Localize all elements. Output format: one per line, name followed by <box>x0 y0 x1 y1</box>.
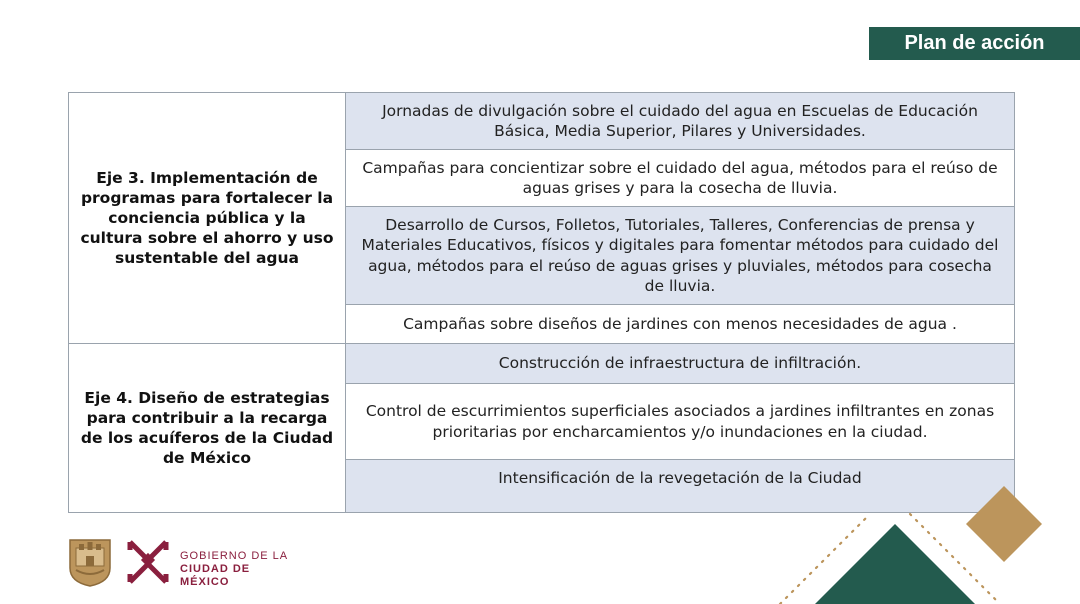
gold-square-decoration <box>966 486 1042 562</box>
axis-3-action-3: Desarrollo de Cursos, Folletos, Tutoriales, Talleres, Conferencias de prensa y Materiales Educativos, físicos y digitales para fomentar métodos para cuidado del agua, métodos para el reúso de aguas grises y pluviales, métodos para cosecha de lluvia. <box>346 207 1015 305</box>
axis-4-action-3: Intensificación de la revegetación de la Ciudad <box>346 460 1015 513</box>
axis-4-title: Eje 4. Diseño de estrategias para contribuir a la recarga de los acuíferos de la Ciudad de México <box>69 344 346 513</box>
table-row <box>69 93 1015 150</box>
logo-line-1: GOBIERNO DE LA <box>180 550 289 562</box>
coat-of-arms-icon <box>68 538 112 588</box>
action-plan-table <box>68 92 1015 513</box>
decorative-shapes <box>770 480 1080 604</box>
axis-4-action-1: Construcción de infraestructura de infiltración. <box>346 344 1015 384</box>
logo-line-2: CIUDAD DE MÉXICO <box>180 563 251 588</box>
green-triangle-decoration <box>815 524 975 604</box>
axis-3-action-1: Jornadas de divulgación sobre el cuidado del agua en Escuelas de Educación Básica, Media Superior, Pilares y Universidades. <box>346 93 1015 150</box>
government-logos <box>68 536 298 590</box>
axis-3-title: Eje 3. Implementación de programas para fortalecer la conciencia pública y la cultura sobre el ahorro y uso sustentable del agua <box>69 93 346 344</box>
cdmx-logo-text <box>180 550 298 589</box>
cdmx-knot-logo-icon <box>124 536 172 588</box>
plan-de-accion-badge: Plan de acción <box>869 27 1080 60</box>
table-row <box>69 344 1015 384</box>
axis-4-action-2: Control de escurrimientos superficiales asociados a jardines infiltrantes en zonas prioritarias por encharcamientos y/o inundaciones en la ciudad. <box>346 384 1015 460</box>
axis-3-action-2: Campañas para concientizar sobre el cuidado del agua, métodos para el reúso de aguas grises y para la cosecha de lluvia. <box>346 150 1015 207</box>
axis-3-action-4: Campañas sobre diseños de jardines con menos necesidades de agua . <box>346 305 1015 344</box>
